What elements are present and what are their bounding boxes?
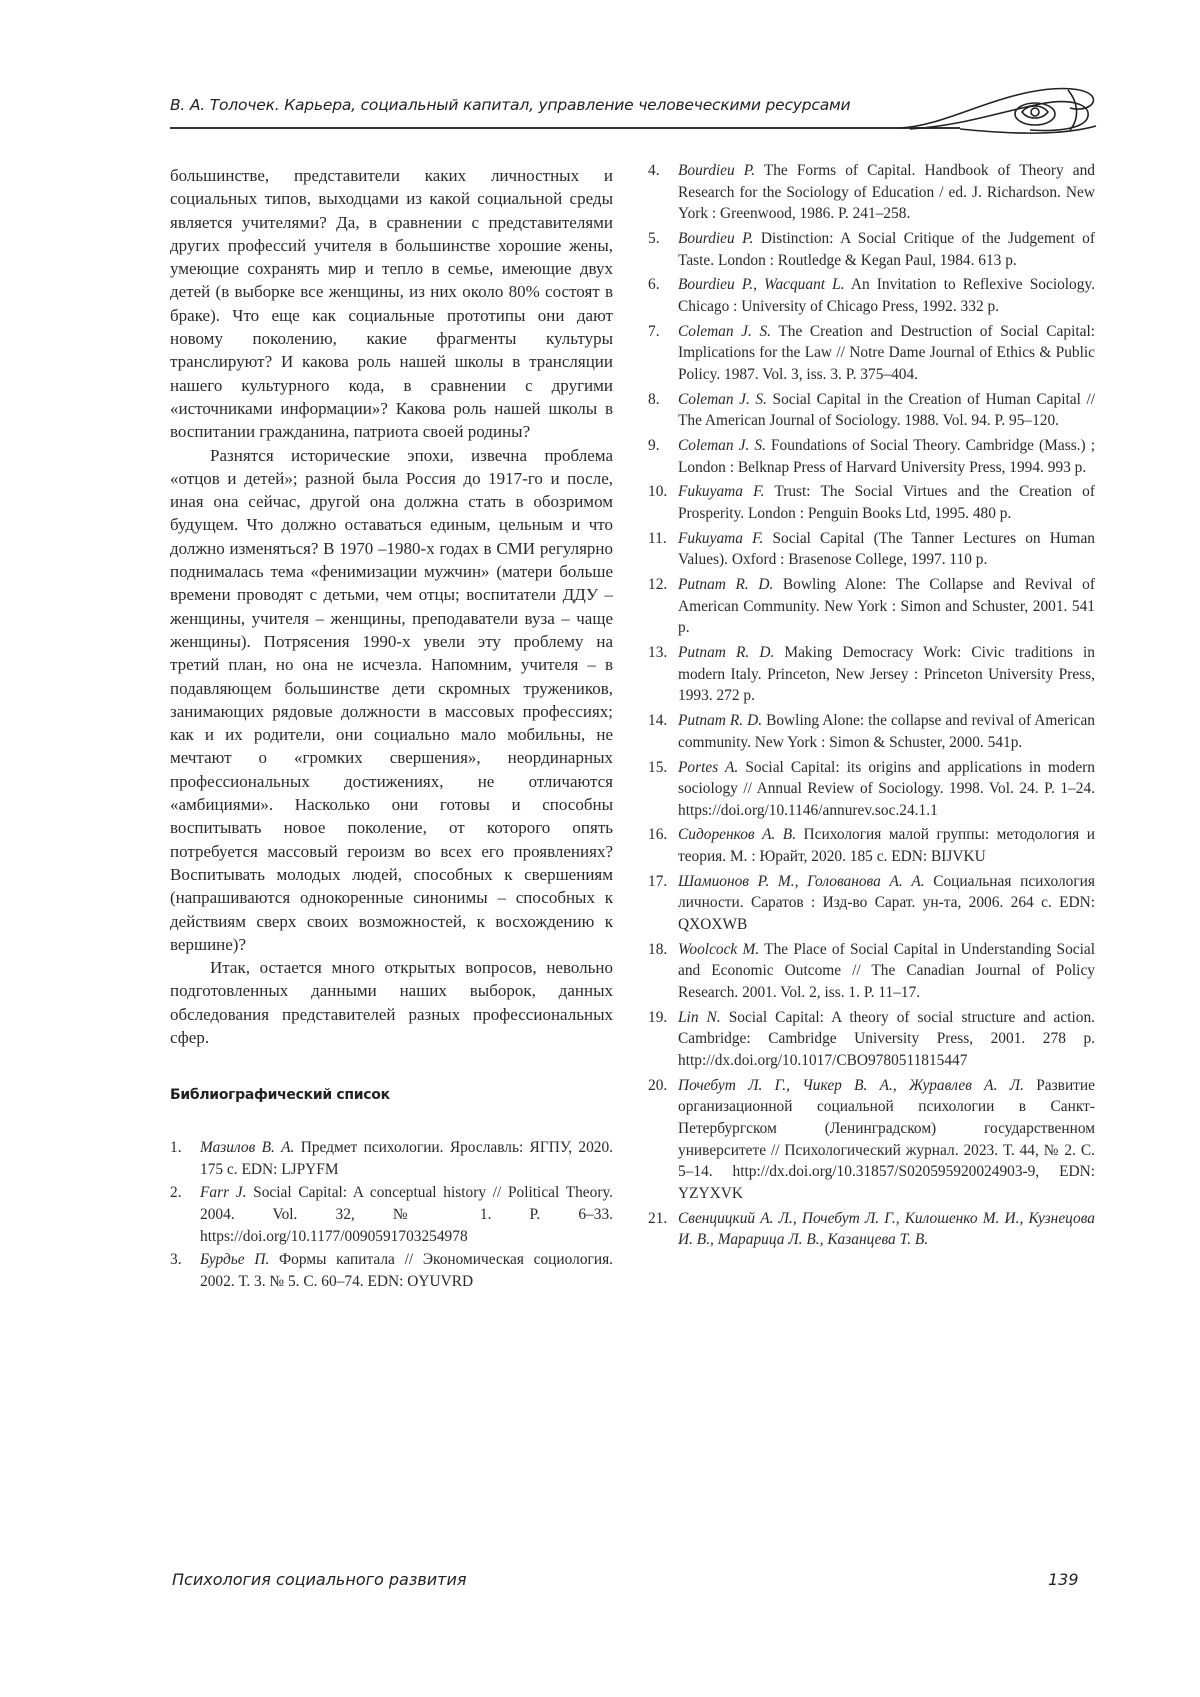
reference-authors: Сидоренков А. В. [678, 826, 796, 843]
reference-number: 9. [648, 435, 678, 478]
reference-item [170, 1182, 613, 1247]
reference-number: 7. [648, 321, 678, 386]
reference-body [678, 710, 1095, 753]
reference-authors: Почебут Л. Г., Чикер В. А., Журавлев А. Л. [678, 1077, 1024, 1094]
right-column [648, 160, 1095, 1254]
reference-authors: Coleman J. S. [678, 323, 771, 340]
reference-authors: Fukuyama F. [678, 530, 763, 547]
reference-body [678, 435, 1095, 478]
reference-number: 16. [648, 824, 678, 867]
reference-body [678, 228, 1095, 271]
reference-text: Making Democracy Work: Civic traditions in modern Italy. Princeton, New Jersey : Princeton University Press, 1993. 272 p. [678, 644, 1095, 704]
reference-item [648, 1075, 1095, 1205]
reference-number: 1. [170, 1137, 200, 1180]
reference-number: 15. [648, 757, 678, 822]
reference-item [648, 160, 1095, 225]
reference-text: Distinction: A Social Critique of the Judgement of Taste. London : Routledge & Kegan Paul, 1984. 613 p. [678, 230, 1095, 269]
reference-item [648, 274, 1095, 317]
reference-authors: Мазилов В. А. [200, 1139, 294, 1156]
reference-body [678, 871, 1095, 936]
reference-authors: Putnam R. D. [678, 644, 774, 661]
reference-number: 19. [648, 1007, 678, 1072]
reference-item [648, 228, 1095, 271]
reference-number: 8. [648, 389, 678, 432]
bibliography-heading: Библиографический список [170, 1087, 613, 1103]
reference-body [678, 1075, 1095, 1205]
reference-number: 13. [648, 642, 678, 707]
reference-text: Social Capital: A conceptual history // Political Theory. 2004. Vol. 32, № 1. P. 6–33. https://doi.org/10.1177/0090591703254978 [200, 1184, 613, 1244]
reference-text: Формы капитала // Экономическая социология. 2002. Т. 3. № 5. С. 60–74. EDN: OYUVRD [200, 1251, 613, 1290]
reference-number: 2. [170, 1182, 200, 1247]
reference-authors: Bourdieu P., Wacquant L. [678, 276, 845, 293]
reference-authors: Bourdieu P. [678, 162, 755, 179]
reference-authors: Woolcock M. [678, 941, 759, 958]
reference-text: Trust: The Social Virtues and the Creation of Prosperity. London : Penguin Books Ltd, 1995. 480 p. [678, 483, 1095, 522]
reference-authors: Putnam R. D. [678, 712, 762, 729]
reference-item [648, 321, 1095, 386]
reference-text: The Place of Social Capital in Understanding Social and Economic Outcome // The Canadian Journal of Policy Research. 2001. Vol. 2, iss. 1. P. 11–17. [678, 941, 1095, 1001]
reference-body [678, 274, 1095, 317]
reference-authors: Farr J. [200, 1184, 246, 1201]
running-header: В. А. Толочек. Карьера, социальный капитал, управление человеческими ресурсами [170, 96, 910, 114]
reference-number: 18. [648, 939, 678, 1004]
reference-authors: Coleman J. S. [678, 391, 767, 408]
reference-item [648, 389, 1095, 432]
left-column [170, 164, 613, 1294]
reference-item [648, 574, 1095, 639]
page-number: 139 [1048, 1570, 1079, 1589]
reference-text: An Invitation to Reflexive Sociology. Chicago : University of Chicago Press, 1992. 332 p. [678, 276, 1095, 315]
reference-text: Bowling Alone: The Collapse and Revival of American Community. New York : Simon and Schuster, 2001. 541 p. [678, 576, 1095, 636]
reference-authors: Свенцицкий А. Л., Почебут Л. Г., Килошенко М. И., Кузнецова И. В., Марарица Л. В., Казанцева Т. В. [678, 1210, 1095, 1249]
reference-body [678, 481, 1095, 524]
body-paragraph: Итак, остается много открытых вопросов, невольно подготовленных данными наших выборок, данных обследования представителей разных профессиональных сфер. [170, 956, 613, 1049]
header-rule [170, 127, 960, 129]
reference-authors: Putnam R. D. [678, 576, 773, 593]
reference-item [648, 710, 1095, 753]
reference-body [678, 321, 1095, 386]
reference-body [678, 528, 1095, 571]
reference-number: 11. [648, 528, 678, 571]
reference-item [648, 481, 1095, 524]
reference-item [648, 939, 1095, 1004]
reference-text: The Forms of Capital. Handbook of Theory and Research for the Sociology of Education / ed. J. Richardson. New York : Greenwood, 1986. P. 241–258. [678, 162, 1095, 222]
reference-authors: Бурдье П. [200, 1251, 269, 1268]
reference-number: 3. [170, 1249, 200, 1292]
reference-text: Bowling Alone: the collapse and revival of American community. New York : Simon & Schuster, 2000. 541p. [678, 712, 1095, 751]
reference-text: Психология малой группы: методология и теория. М. : Юрайт, 2020. 185 с. EDN: BIJVKU [678, 826, 1095, 865]
reference-number: 4. [648, 160, 678, 225]
reference-authors: Bourdieu P. [678, 230, 753, 247]
reference-authors: Шамионов Р. М., Голованова А. А. [678, 873, 925, 890]
reference-number: 10. [648, 481, 678, 524]
reference-body [200, 1137, 613, 1180]
reference-number: 14. [648, 710, 678, 753]
reference-list [648, 160, 1095, 1251]
reference-item [648, 528, 1095, 571]
reference-body [678, 757, 1095, 822]
reference-text: Social Capital: A theory of social structure and action. Cambridge: Cambridge University Press, 2001. 278 p. http://dx.doi.org/10.1017/CBO9780511815447 [678, 1009, 1095, 1069]
reference-authors: Portes A. [678, 759, 738, 776]
reference-text: Развитие организационной социальной психологии в Санкт-Петербургском (Ленинградском) государственном университете // Психологический журнал. 2023. Т. 44, № 2. С. 5–14. http://dx.doi.org/10.31857/S020595920024903-9, EDN: YZYXVK [678, 1077, 1095, 1202]
art-nouveau-ornament-icon [900, 82, 1100, 140]
reference-text: Foundations of Social Theory. Cambridge (Mass.) ; London : Belknap Press of Harvard University Press, 1994. 993 p. [678, 437, 1095, 476]
reference-body [678, 160, 1095, 225]
journal-name: Психология социального развития [172, 1570, 467, 1589]
reference-item [648, 642, 1095, 707]
reference-list [170, 1137, 613, 1292]
reference-number: 12. [648, 574, 678, 639]
reference-item [170, 1249, 613, 1292]
reference-authors: Fukuyama F. [678, 483, 764, 500]
reference-item [648, 435, 1095, 478]
reference-body [678, 642, 1095, 707]
reference-authors: Coleman J. S. [678, 437, 766, 454]
reference-body [678, 574, 1095, 639]
reference-text: The Creation and Destruction of Social Capital: Implications for the Law // Notre Dame Journal of Ethics & Public Policy. 1987. Vol. 3, iss. 3. P. 375–404. [678, 323, 1095, 383]
reference-body [678, 1007, 1095, 1072]
reference-item [648, 757, 1095, 822]
reference-authors: Lin N. [678, 1009, 721, 1026]
reference-item [648, 824, 1095, 867]
body-paragraph: Разнятся исторические эпохи, извечна проблема «отцов и детей»; разной была Россия до 1917-го и после, иная она сейчас, другой она должна стать в обозримом будущем. Что должно оставаться единым, цельным и что должно изменяться? В 1970 –1980-х годах в СМИ регулярно поднималась тема «фенимизации мужчин» (матери больше времени проводят с детьми, чем отцы; воспитатели ДДУ – женщины, учителя – женщины, преподаватели вуза – чаще женщины). Потрясения 1990-х увели эту проблему на третий план, но она не исчезла. Напомним, учителя – в подавляющем большинстве дети скромных тружеников, занимающих рядовые должности в массовых профессиях; как и их родители, они социально мало мобильны, не мечтают о «громких свершения», неординарных профессиональных достижениях, не отличаются «амбициями». Насколько они готовы и способны воспитывать новое поколение, от которого опять потребуется массовый героизм во всех его проявлениях? Воспитывать молодых людей, способных к свершениям (напрашиваются однокоренные синонимы – способных к действиям сверх своих возможностей, к восхождению к вершине)? [170, 444, 613, 957]
body-paragraph: большинстве, представители каких личностных и социальных типов, выходцами из какой социальной среды является учителями? Да, в сравнении с представителями других профессий учителя в большинстве хорошие жены, умеющие сохранять мир и тепло в семье, имеющие двух детей (в выборке все женщины, из них около 80% состоят в браке). Что еще как социальные прототипы они дают новому поколению, какие фрагменты культуры транслируют? И какова роль нашей школы в трансляции нашего культурного кода, в сравнении с другими «источниками информации»? Какова роль нашей школы в воспитании гражданина, патриота своей родины? [170, 164, 613, 444]
reference-body [200, 1182, 613, 1247]
reference-body [678, 824, 1095, 867]
reference-text: Предмет психологии. Ярославль: ЯГПУ, 2020. 175 с. EDN: LJPYFM [200, 1139, 613, 1178]
reference-item [648, 871, 1095, 936]
reference-body [678, 939, 1095, 1004]
reference-text: Social Capital (The Tanner Lectures on Human Values). Oxford : Brasenose College, 1997. 110 p. [678, 530, 1095, 569]
reference-number: 20. [648, 1075, 678, 1205]
reference-number: 17. [648, 871, 678, 936]
reference-item [648, 1007, 1095, 1072]
reference-number: 5. [648, 228, 678, 271]
reference-body [678, 389, 1095, 432]
reference-number: 6. [648, 274, 678, 317]
reference-item [648, 1208, 1095, 1251]
reference-text: Social Capital: its origins and applications in modern sociology // Annual Review of Sociology. 1998. Vol. 24. P. 1–24. https://doi.org/10.1146/annurev.soc.24.1.1 [678, 759, 1095, 819]
reference-text: Social Capital in the Creation of Human Capital // The American Journal of Sociology. 1988. Vol. 94. P. 95–120. [678, 391, 1095, 430]
reference-number: 21. [648, 1208, 678, 1251]
reference-item [170, 1137, 613, 1180]
reference-body [678, 1208, 1095, 1251]
reference-text: Социальная психология личности. Саратов : Изд-во Сарат. ун-та, 2006. 264 с. EDN: QXOXWB [678, 873, 1095, 933]
reference-body [200, 1249, 613, 1292]
